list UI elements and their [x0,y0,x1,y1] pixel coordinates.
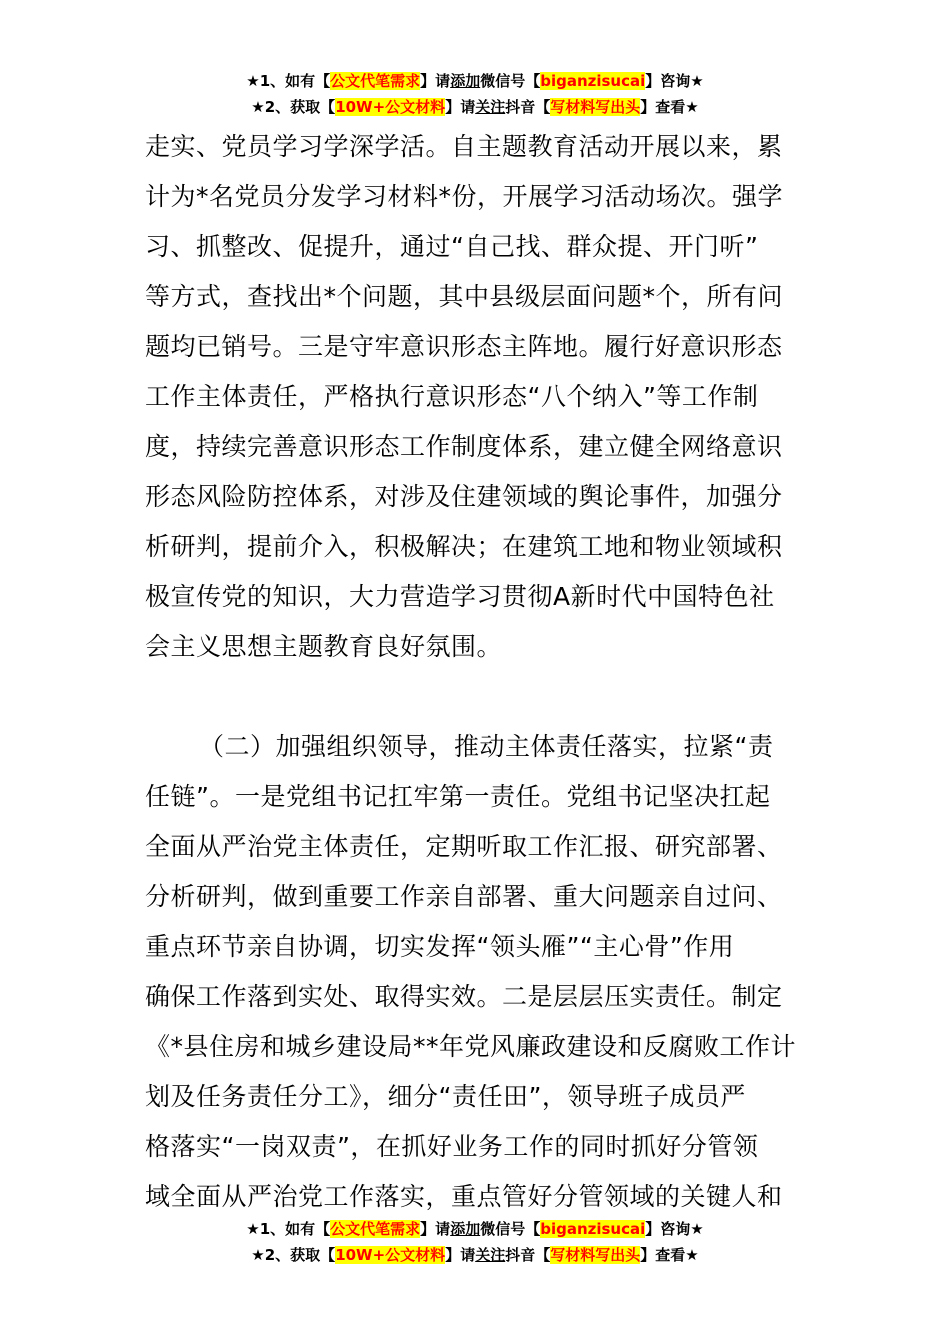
section-heading-line: （二）加强组织领导，推动主体责任落实，拉紧“责 [199,732,774,761]
banner-text: 】咨询★ [645,1220,704,1238]
text-line: 任链”。一是党组书记扛牢第一责任。党组书记坚决扛起 [145,782,771,811]
banner-text: 微信号【 [480,1220,541,1238]
banner-text: 微信号【 [480,72,541,90]
text-line: 形态风险防控体系，对涉及住建领域的舆论事件，加强分 [145,482,783,511]
banner-text: 】请 [420,1220,451,1238]
text-line: 划及任务责任分工》，细分“责任田”，领导班子成员严 [145,1082,746,1111]
text-line: 分析研判，做到重要工作亲自部署、重大问题亲自过问、 [145,882,783,911]
banner-text: ★1、如有【 [246,1220,331,1238]
footer-banner [0,1216,950,1268]
text-line: 《*县住房和城乡建设局**年党风廉政建设和反腐败工作计 [145,1032,797,1061]
banner-highlight: 公文代笔需求 [330,1220,421,1238]
banner-line-1 [0,1216,950,1242]
text-line: 题均已销号。三是守牢意识形态主阵地。履行好意识形态 [145,332,783,361]
banner-text: ★2、获取【 [251,1246,336,1264]
banner-highlight: 写材料写出头 [550,98,641,116]
banner-text: 抖音【 [505,98,551,116]
banner-underlined: 添加 [450,72,481,90]
banner-text: ★2、获取【 [251,98,336,116]
header-banner [0,68,950,120]
banner-text: ★1、如有【 [246,72,331,90]
banner-line-1 [0,68,950,94]
banner-underlined: 关注 [475,1246,506,1264]
text-line: 确保工作落到实处、取得实效。二是层层压实责任。制定 [145,982,783,1011]
text-line: 析研判，提前介入，积极解决；在建筑工地和物业领域积 [145,532,783,561]
text-line: 全面从严治党主体责任，定期听取工作汇报、研究部署、 [145,832,783,861]
banner-highlight: biganzisucai [540,1220,646,1238]
banner-underlined: 关注 [475,98,506,116]
banner-text: 】查看★ [640,98,699,116]
banner-highlight: biganzisucai [540,72,646,90]
text-line: 重点环节亲自协调，切实发挥“领头雁”“主心骨”作用 [145,932,735,961]
text-line: 极宣传党的知识，大力营造学习贯彻A新时代中国特色社 [145,582,775,611]
banner-underlined: 添加 [450,1220,481,1238]
banner-highlight: 写材料写出头 [550,1246,641,1264]
banner-text: 】咨询★ [645,72,704,90]
text-line: 格落实“一岗双责”，在抓好业务工作的同时抓好分管领 [145,1132,759,1161]
text-line: 习、抓整改、促提升，通过“自己找、群众提、开门听” [145,232,759,261]
paragraph-2 [145,722,813,1222]
text-line: 走实、党员学习学深学活。自主题教育活动开展以来，累 [145,132,783,161]
banner-line-2 [0,94,950,120]
text-line: 工作主体责任，严格执行意识形态“八个纳入”等工作制 [145,382,759,411]
banner-text: 】请 [445,1246,476,1264]
text-line: 域全面从严治党工作落实，重点管好分管领域的关键人和 [145,1182,783,1211]
text-line: 等方式，查找出*个问题，其中县级层面问题*个，所有问 [145,282,784,311]
banner-text: 抖音【 [505,1246,551,1264]
paragraph-1 [145,122,813,672]
banner-text: 】请 [445,98,476,116]
banner-highlight: 公文代笔需求 [330,72,421,90]
banner-highlight: 10W+公文材料 [335,1246,446,1264]
banner-line-2 [0,1242,950,1268]
paragraph-gap [145,672,813,722]
document-body [145,122,813,1222]
banner-highlight: 10W+公文材料 [335,98,446,116]
text-line: 计为*名党员分发学习材料*份，开展学习活动场次。强学 [145,182,784,211]
banner-text: 】请 [420,72,451,90]
text-line: 度，持续完善意识形态工作制度体系，建立健全网络意识 [145,432,783,461]
banner-text: 】查看★ [640,1246,699,1264]
text-line: 会主义思想主题教育良好氛围。 [145,632,503,661]
